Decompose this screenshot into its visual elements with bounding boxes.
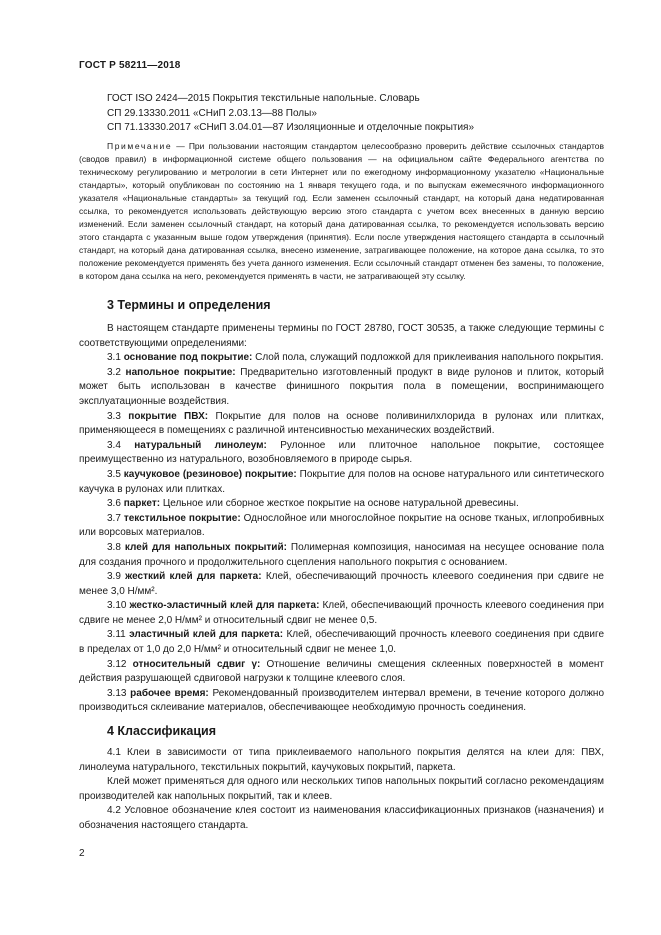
section-3-body (79, 322, 604, 716)
section-3-intro: В настоящем стандарте применены термины по ГОСТ 28780, ГОСТ 30535, а также следующие термины с соответствующими определениями: (79, 323, 604, 349)
clause-4-2: 4.2 Условное обозначение клея состоит из наименования классификационных признаков (назначения) и обозначения настоящего стандарта. (79, 805, 604, 831)
term-3-4: 3.4 натуральный линолеум: Рулонное или плиточное напольное покрытие, состоящее преимущественно из натурального, возобновляемого в природе сырья. (79, 439, 605, 466)
term-3-10: 3.10 жестко-эластичный клей для паркета: Клей, обеспечивающий прочность клеевого соединения при сдвиге не менее 2,0 Н/мм² и относительный сдвиг не менее 0,5. (79, 600, 605, 626)
document-code-header: ГОСТ Р 58211—2018 (79, 60, 181, 71)
term-3-11: 3.11 эластичный клей для паркета: Клей, обеспечивающий прочность клеевого соединения при сдвиге в пределах от 1,0 до 2,0 Н/мм² и относительный сдвиг не менее 1,0. (79, 629, 605, 656)
reference-item: СП 71.13330.2017 «СНиП 3.04.01—87 Изоляционные и отделочные покрытия» (107, 122, 475, 133)
section-4-title: 4 Классификация (107, 724, 217, 738)
term-3-2: 3.2 напольное покрытие: Предварительно изготовленный продукт в виде рулонов и плиток, который может быть использован в качестве финишного покрытия пола в помещении, воспринимающего эксплуатационные воздействия. (79, 366, 605, 407)
section-4-body (79, 746, 604, 834)
clause-4-1: 4.1 Клеи в зависимости от типа приклеиваемого напольного покрытия делятся на клеи для: ПВХ, линолеума натурального, текстильных покрытий, каучуковых покрытий, паркета. (79, 747, 604, 773)
term-3-13: 3.13 рабочее время: Рекомендованный производителем интервал времени, в течение которого должно производиться склеивание материалов, обеспечивающее необходимую прочность соединения. (79, 687, 605, 714)
term-3-7: 3.7 текстильное покрытие: Однослойное или многослойное покрытие на основе тканых, иглопробивных или ворсовых материалов. (79, 512, 604, 539)
note-text: — При пользовании настоящим стандартом целесообразно проверить действие ссылочных стандартов (сводов правил) в информационной системе общего пользования — на официальном сайте Федерального агентства по техническому регулированию и метрологии в сети Интернет или по ежегодному информационному указателю «Национальные стандарты», который опубликован по состоянию на 1 января текущего года, и по выпускам ежемесячного информационного указателя «Национальные стандарты» за текущий год. Если заменен ссылочный стандарт, на который дана недатированная ссылка, то рекомендуется использовать действующую версию этого стандарта с учетом всех внесенных в данную версию изменений. Если заменен ссылочный стандарт, на который дана датированная ссылка, то рекомендуется использовать версию этого стандарта с указанным выше годом утверждения (принятия). Если после утверждения настоящего стандарта в ссылочный стандарт, на который дана датированная ссылка, внесено изменение, затрагивающее положение, на которое дана ссылка, то это положение рекомендуется применять без учета данного изменения. Если ссылочный стандарт отменен без замены, то положение, в котором дана ссылка на него, рекомендуется применять в части, не затрагивающей эту ссылку. (79, 141, 604, 281)
note-label: Примечание (107, 141, 173, 151)
term-3-12: 3.12 относительный сдвиг γ: Отношение величины смещения склеенных поверхностей в момент действия разрушающей сдвиговой нагрузки к толщине клеевого слоя. (79, 658, 604, 685)
term-3-1: 3.1 основание под покрытие: Слой пола, служащий подложкой для приклеивания напольного покрытия. (107, 352, 604, 364)
page-number: 2 (79, 848, 85, 859)
note-paragraph (79, 140, 604, 283)
term-3-3: 3.3 покрытие ПВХ: Покрытие для полов на основе поливинилхлорида в рулонах или плитках, применяющееся в помещениях с различной интенсивностью механических воздействий. (79, 410, 605, 437)
term-3-8: 3.8 клей для напольных покрытий: Полимерная композиция, наносимая на несущее основание пола для создания прочного и продолжительного сцепления напольного покрытия с основанием. (79, 541, 605, 568)
reference-item: ГОСТ ISO 2424—2015 Покрытия текстильные напольные. Словарь (107, 93, 420, 104)
clause-4-1-cont: Клей может применяться для одного или нескольких типов напольных покрытий согласно рекомендациям производителей как напольных покрытий, так и клеев. (79, 776, 604, 802)
reference-item: СП 29.13330.2011 «СНиП 2.03.13—88 Полы» (107, 107, 317, 119)
normative-references-list (107, 92, 474, 136)
term-3-5: 3.5 каучуковое (резиновое) покрытие: Покрытие для полов на основе натурального или синтетического каучука в рулонах или плитках. (79, 468, 605, 495)
term-3-9: 3.9 жесткий клей для паркета: Клей, обеспечивающий прочность клеевого соединения при сдвиге не менее 3,0 Н/мм². (79, 571, 604, 597)
section-3-title: 3 Термины и определения (107, 298, 271, 312)
term-3-6: 3.6 паркет: Цельное или сборное жесткое покрытие на основе натуральной древесины. (107, 498, 519, 510)
